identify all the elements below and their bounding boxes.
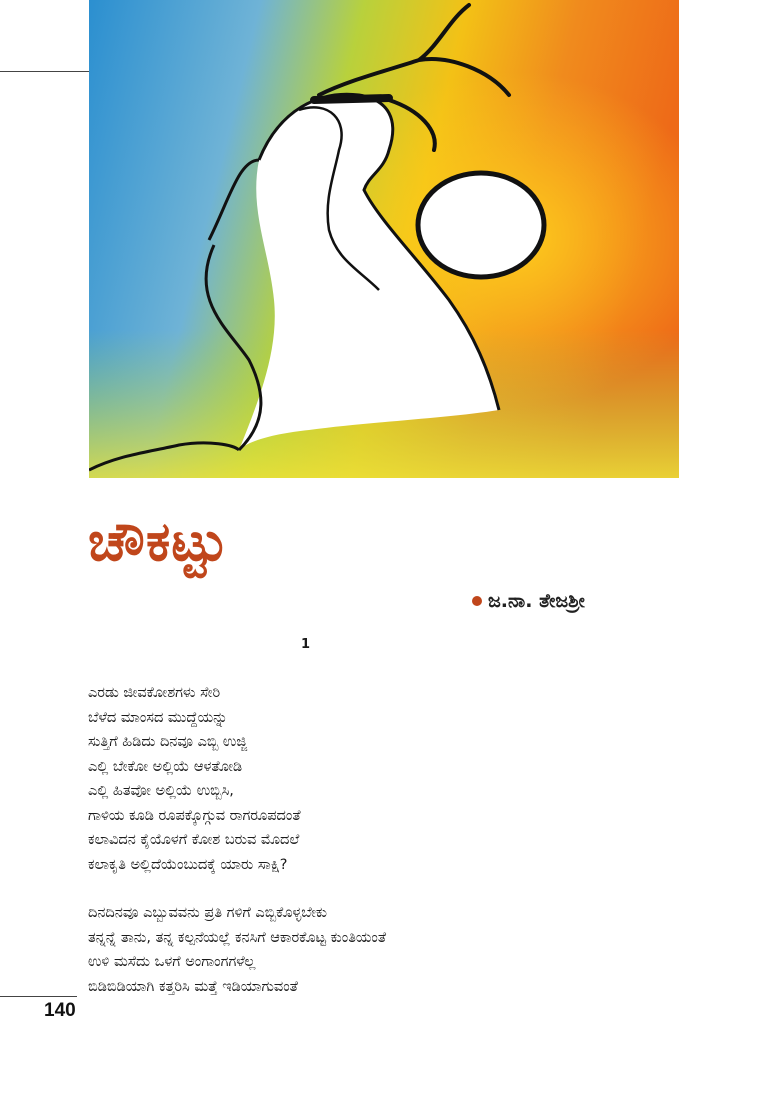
poem-line: ದಿನದಿನವೂ ಎಬ್ಬುವವನು ಪ್ರತಿ ಗಳಿಗೆ ಎಬ್ಬಿಕೊಳ್ಳಬೇಕು [88,905,328,921]
poem-line: ಎಲ್ಲಿ ಬೇಕೋ ಅಲ್ಲಿಯೆ ಆಳತೋಡಿ [88,758,243,775]
bottom-rule [0,996,77,997]
poem-line: ತನ್ನನ್ನೆ ತಾನು, ತನ್ನ ಕಲ್ಪನೆಯಲ್ಲೆ ಕನಸಿಗೆ ಆಕಾರಕೊಟ್ಟ ಕುಂತಿಯಂತೆ [88,929,387,946]
poem-line: ಗಾಳಿಯ ಕೂಡಿ ರೂಪಕ್ಕೊಗ್ಗುವ ರಾಗರೂಪದಂತೆ [88,807,301,824]
bullet-dot-icon [472,596,482,606]
poem-line: ಬಿಡಿಬಿಡಿಯಾಗಿ ಕತ್ತರಿಸಿ ಮತ್ತೆ ಇಡಿಯಾಗುವಂತೆ [88,978,298,995]
poem-line: ಉಳಿ ಮಸೆದು ಒಳಗೆ ಅಂಗಾಂಗಗಳೆಲ್ಲ [88,954,256,970]
poem-line: ಸುತ್ತಿಗೆ ಹಿಡಿದು ದಿನವೂ ಎಬ್ಬಿ ಉಜ್ಜಿ [88,734,248,750]
watercolor-illustration [89,0,679,478]
author-line [472,590,585,612]
poem-line: ಕಲಾವಿದನ ಕೈಯೊಳಗೆ ಕೋಶ ಬರುವ ಮೊದಲೆ [88,832,300,848]
poem-line: ಎಲ್ಲಿ ಹಿತವೋ ಅಲ್ಲಿಯೆ ಉಬ್ಬಿಸಿ, [88,783,234,799]
section-number: 1 [301,637,311,652]
poem-line: ಕಲಾಕೃತಿ ಅಲ್ಲಿದೆಯೆಂಬುದಕ್ಕೆ ಯಾರು ಸಾಕ್ಷಿ? [88,856,288,873]
author-name: ಜ.ನಾ. ತೇಜಶ್ರೀ [488,590,585,612]
stanza-2 [88,901,386,999]
poem-body [88,681,386,999]
poem-line: ಬೆಳೆದ ಮಾಂಸದ ಮುದ್ದೆಯನ್ನು [88,709,228,726]
page-number: 140 [44,1000,76,1021]
poem-title: ಚೌಕಟ್ಟು [88,510,229,573]
top-rule [0,71,90,72]
stanza-1 [88,681,386,877]
stanza-gap [88,877,386,901]
poem-line: ಎರಡು ಜೀವಕೋಶಗಳು ಸೇರಿ [88,685,221,701]
